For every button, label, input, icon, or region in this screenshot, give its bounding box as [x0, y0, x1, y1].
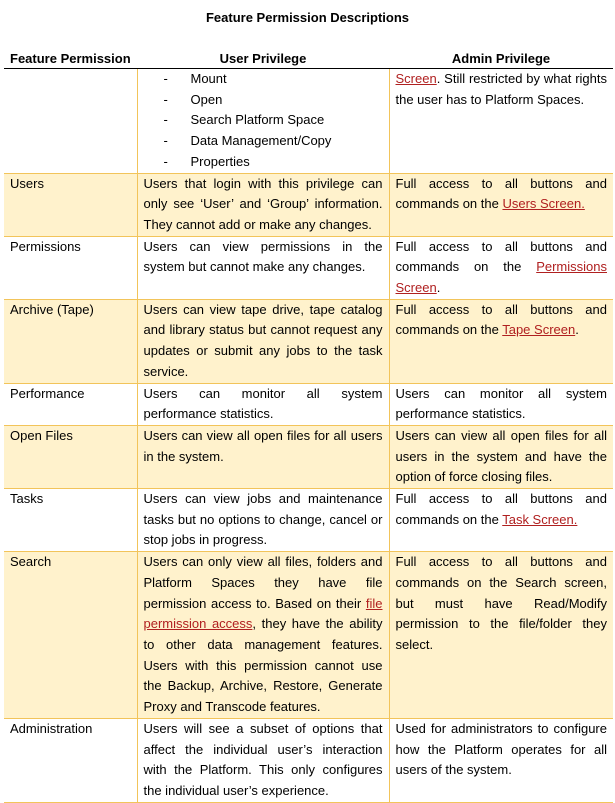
admin-privilege-cell — [389, 69, 613, 174]
admin-privilege-cell — [389, 299, 613, 383]
header-user: User Privilege — [137, 48, 389, 69]
user-privilege-cell: Users can view all open files for all users in the system. — [137, 425, 389, 488]
admin-text-end: . — [575, 322, 579, 338]
user-items-list — [144, 69, 383, 173]
list-item: - Open — [164, 90, 383, 111]
user-privilege-cell — [137, 552, 389, 719]
feature-cell: Performance — [4, 383, 137, 425]
table-row-archive — [4, 299, 613, 383]
list-item: - Data Management/Copy — [164, 131, 383, 152]
admin-text-end: . — [436, 280, 441, 296]
user-privilege-cell: Users can view jobs and maintenance tasks but no options to change, cancel or stop jobs in progress. — [137, 489, 389, 552]
admin-text: Full access to all buttons and commands on the — [395, 238, 607, 275]
permission-table — [4, 48, 613, 803]
admin-text: Full access to all buttons and commands on the — [395, 491, 607, 527]
admin-text: Full access to all buttons and commands on the — [395, 175, 607, 212]
feature-cell: Users — [4, 173, 137, 236]
user-privilege-cell: Users can view permissions in the system but cannot make any changes. — [137, 236, 389, 299]
admin-text: . Still restricted by what rights the user has to Platform Spaces. — [395, 71, 607, 107]
table-row-administration — [4, 718, 613, 802]
list-item: - Mount — [164, 69, 383, 90]
header-admin: Admin Privilege — [389, 48, 613, 69]
table-row-open-files — [4, 425, 613, 488]
permissions-screen-link[interactable]: Permissions Screen — [395, 259, 607, 296]
feature-cell — [4, 69, 137, 174]
table-row-search — [4, 552, 613, 719]
table-row-performance — [4, 383, 613, 425]
list-item: - Search Platform Space — [164, 110, 383, 131]
user-text: Users can only view all files, folders and Platform Spaces they have file permission access to. Based on their — [143, 554, 383, 611]
screen-link[interactable]: Screen — [395, 71, 437, 86]
admin-privilege-cell — [389, 236, 613, 299]
table-row-continued — [4, 69, 613, 174]
header-feature: Feature Permission — [4, 48, 137, 69]
users-screen-link[interactable]: Users Screen. — [502, 196, 585, 212]
list-item: - Properties — [164, 152, 383, 173]
user-privilege-cell: Users can monitor all system performance statistics. — [137, 383, 389, 425]
admin-privilege-cell: Used for administrators to configure how the Platform operates for all users of the system. — [389, 718, 613, 802]
feature-cell: Search — [4, 552, 137, 719]
user-privilege-cell: Users can view tape drive, tape catalog and library status but cannot request any updates or submit any jobs to the task service. — [137, 299, 389, 383]
table-row-permissions — [4, 236, 613, 299]
table-row-users — [4, 173, 613, 236]
admin-text: Full access to all buttons and commands on the — [395, 301, 607, 338]
tape-screen-link[interactable]: Tape Screen — [502, 322, 576, 338]
admin-privilege-cell: Users can monitor all system performance statistics. — [389, 383, 613, 425]
user-privilege-cell: Users that login with this privilege can only see ‘User’ and ‘Group’ information. They cannot add or make any changes. — [137, 173, 389, 236]
feature-cell: Administration — [4, 718, 137, 802]
admin-privilege-cell: Full access to all buttons and commands on the Search screen, but must have Read/Modify permission to the file/folder they select. — [389, 552, 613, 719]
feature-cell: Archive (Tape) — [4, 299, 137, 383]
task-screen-link[interactable]: Task Screen. — [502, 511, 578, 527]
table-header-row — [4, 48, 613, 69]
user-privilege-cell — [137, 69, 389, 174]
feature-cell: Open Files — [4, 425, 137, 488]
table-row-tasks — [4, 489, 613, 552]
admin-privilege-cell: Users can view all open files for all users in the system and have the option of force closing files. — [389, 425, 613, 488]
feature-cell: Permissions — [4, 236, 137, 299]
user-privilege-cell: Users will see a subset of options that affect the individual user’s interaction with the Platform. This only configures the individual user’s experience. — [137, 718, 389, 802]
user-text-end: , they have the ability to other data management features. Users with this permission cannot use the Backup, Archive, Restore, Generate Proxy and Transcode features. — [143, 616, 383, 715]
admin-privilege-cell — [389, 173, 613, 236]
page-title: Feature Permission Descriptions — [205, 10, 409, 25]
feature-cell: Tasks — [4, 489, 137, 552]
admin-privilege-cell — [389, 489, 613, 552]
file-permission-access-link[interactable]: file permission access — [143, 595, 383, 632]
